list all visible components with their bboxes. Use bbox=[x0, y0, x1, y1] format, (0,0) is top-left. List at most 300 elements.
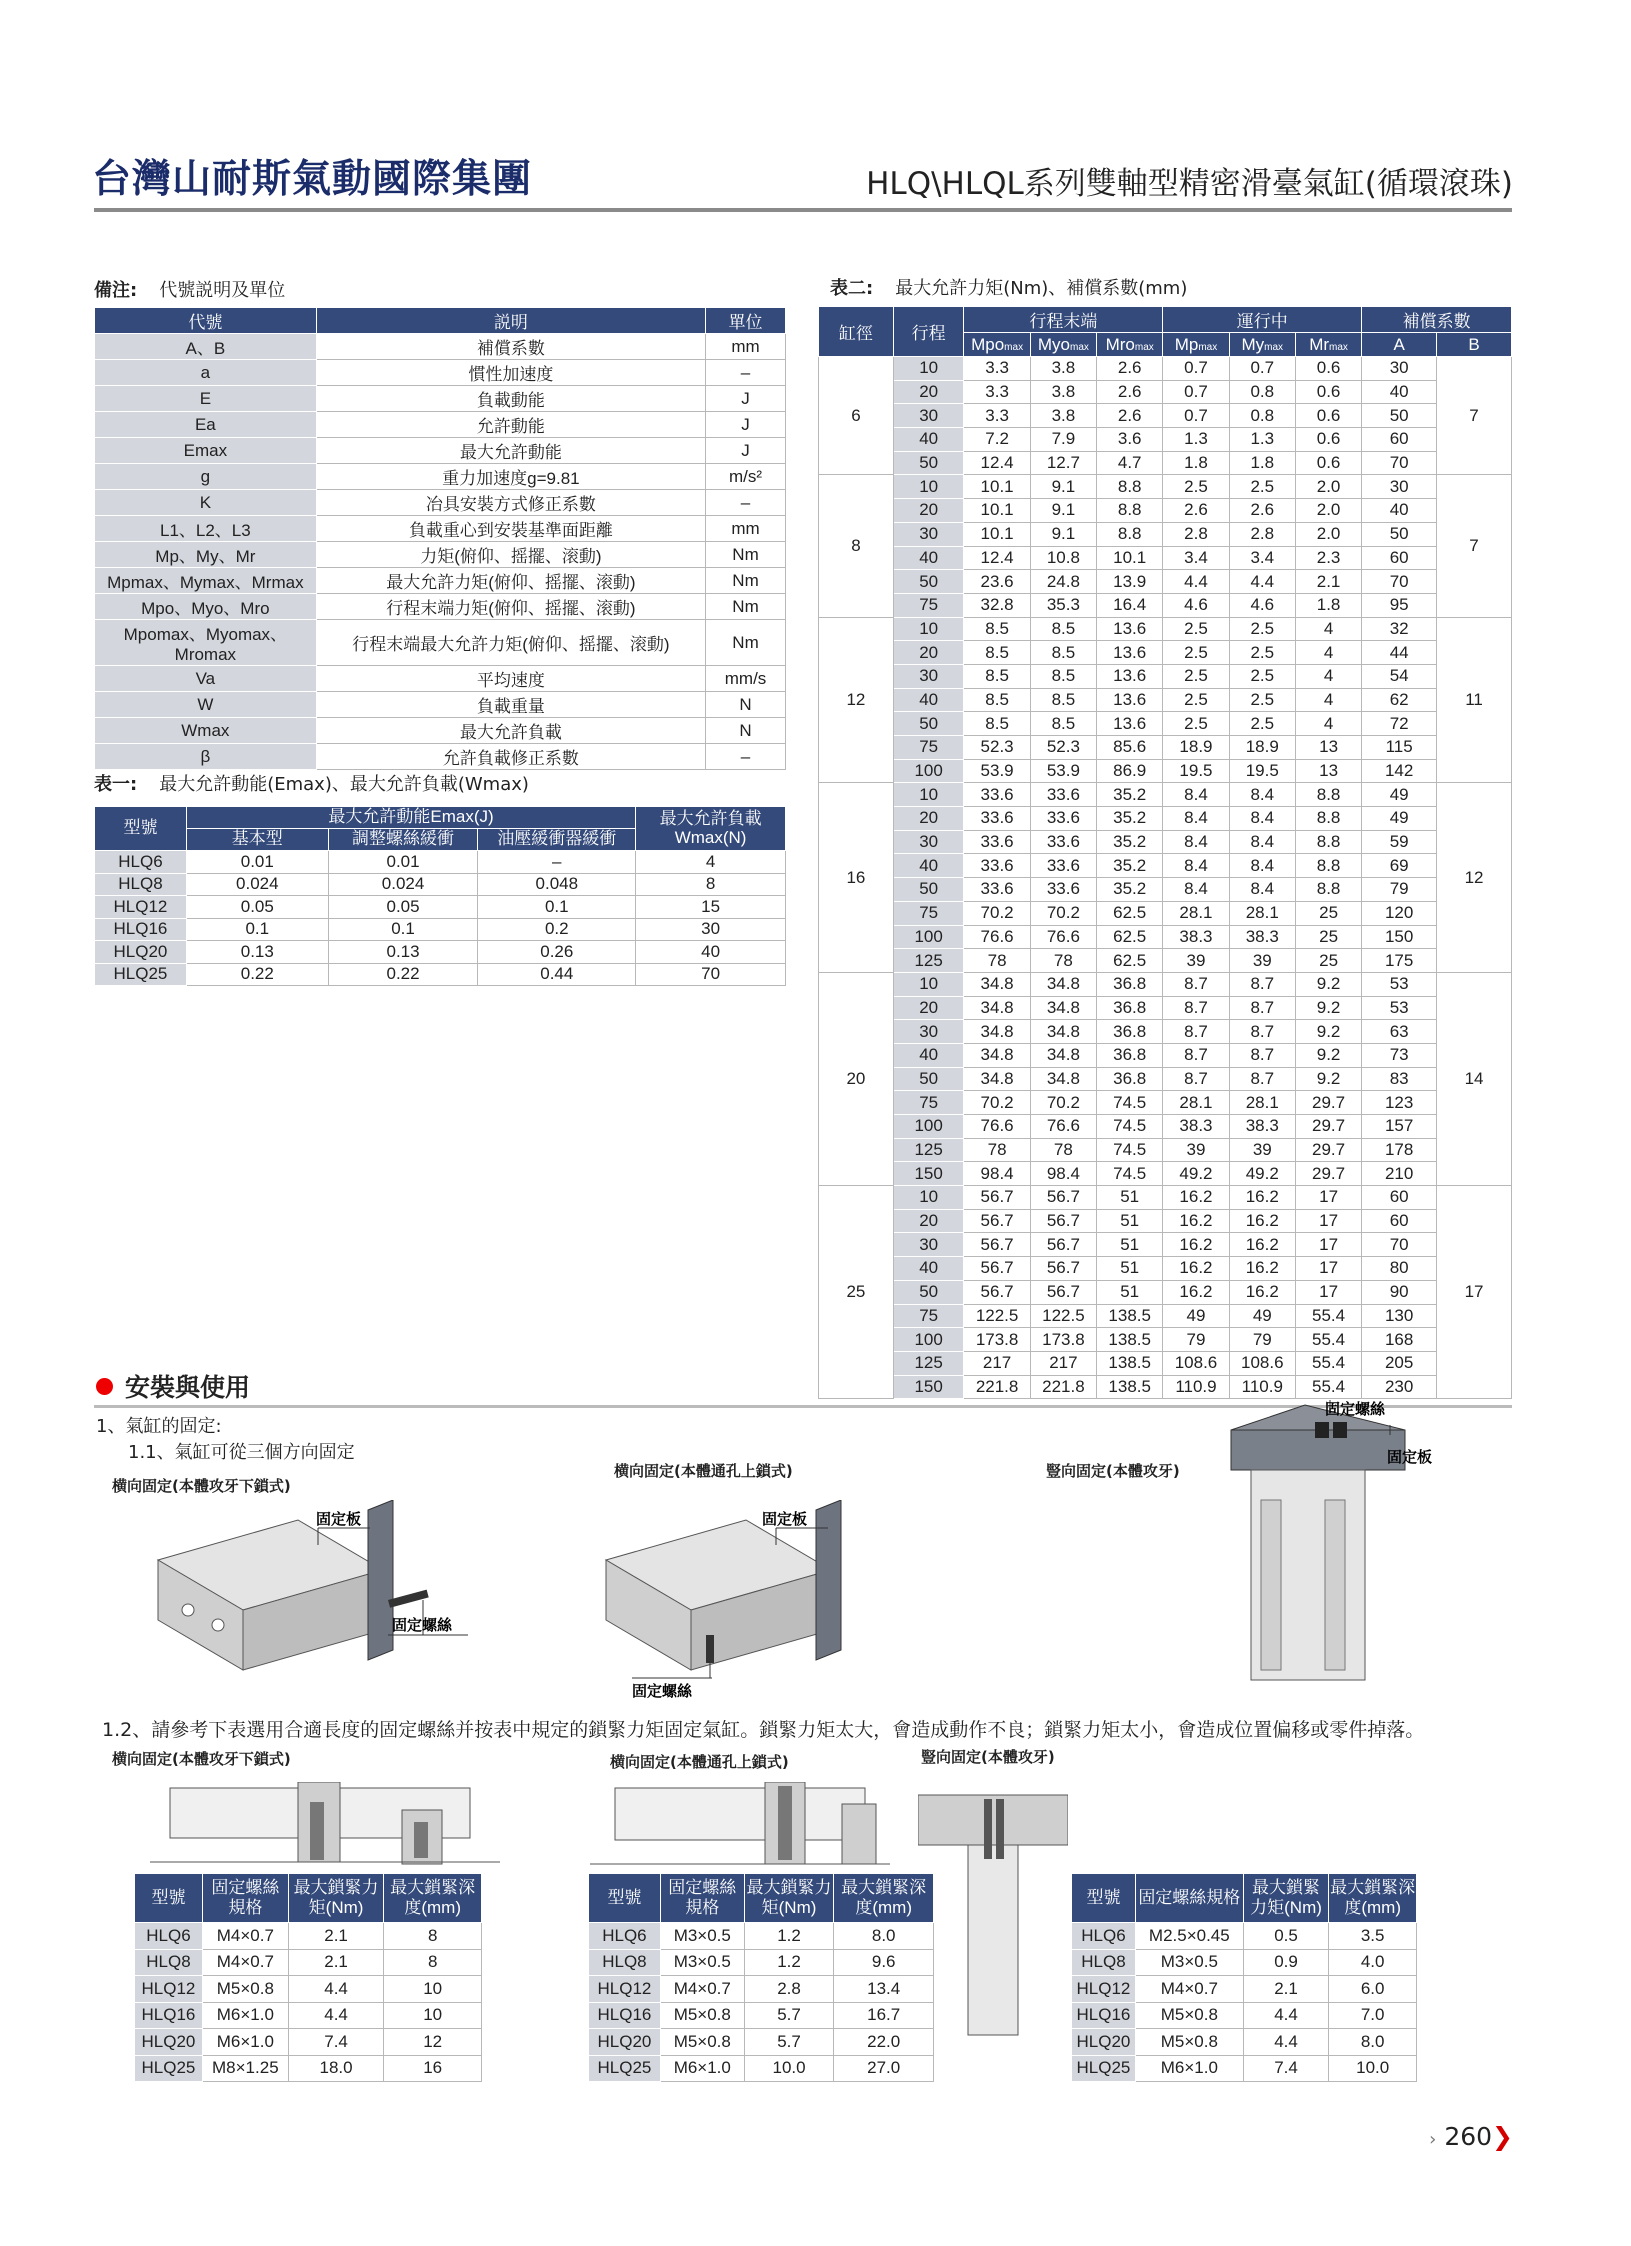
header-rule bbox=[94, 208, 1512, 212]
t2-row bbox=[819, 830, 1512, 854]
legend-unit: – bbox=[706, 490, 786, 516]
t2-stroke: 50 bbox=[893, 712, 964, 736]
tq-model: HLQ6 bbox=[135, 1923, 203, 1950]
tq-value: M4×0.7 bbox=[202, 1949, 288, 1976]
legend-col-desc: 説明 bbox=[316, 308, 705, 334]
t2-value: 34.8 bbox=[1030, 1043, 1096, 1067]
t2-stroke: 50 bbox=[893, 878, 964, 902]
t2-bore: 16 bbox=[819, 783, 894, 973]
t2-value: 2.5 bbox=[1163, 617, 1229, 641]
t2-row bbox=[819, 451, 1512, 475]
t2-value: 17 bbox=[1295, 1186, 1361, 1210]
tq-value: M5×0.8 bbox=[660, 2002, 744, 2029]
t2-h-myo bbox=[1030, 333, 1096, 357]
t2-value: 2.5 bbox=[1229, 712, 1295, 736]
mount-c-plate-label: 固定板 bbox=[1387, 1448, 1433, 1466]
step-1-2: 1.2、請參考下表選用合適長度的固定螺絲并按表中規定的鎖緊力矩固定氣缸。鎖緊力矩太大，會造成動作不良；鎖緊力矩太小，會造成位置偏移或零件掉落。 bbox=[102, 1719, 1425, 1741]
t2-value: 51 bbox=[1097, 1209, 1163, 1233]
t2-stroke: 30 bbox=[893, 522, 964, 546]
legend-col-code: 代號 bbox=[95, 308, 317, 334]
t2-value: 230 bbox=[1362, 1375, 1437, 1399]
t2-row bbox=[819, 1162, 1512, 1186]
tq-a-h-screw: 固定螺絲規格 bbox=[202, 1874, 288, 1923]
t2-value: 8.5 bbox=[964, 688, 1030, 712]
tq-a-h-torque: 最大鎖緊力矩(Nm) bbox=[288, 1874, 384, 1923]
t2-value: 16.2 bbox=[1229, 1280, 1295, 1304]
t2-value: 217 bbox=[1030, 1351, 1096, 1375]
t2-stroke: 30 bbox=[893, 404, 964, 428]
t2-h-sub: max bbox=[1198, 341, 1218, 353]
tq-value: 4.4 bbox=[1243, 2002, 1329, 2029]
tq-model: HLQ20 bbox=[589, 2029, 661, 2056]
t2-value: 8.8 bbox=[1295, 830, 1361, 854]
t2-value: 59 bbox=[1362, 830, 1437, 854]
tq-value: 10 bbox=[384, 1976, 482, 2003]
t2-value: 13.6 bbox=[1097, 641, 1163, 665]
t2-value: 205 bbox=[1362, 1351, 1437, 1375]
t2-value: 40 bbox=[1362, 499, 1437, 523]
t2-row bbox=[819, 1186, 1512, 1210]
t2-value: 62.5 bbox=[1097, 901, 1163, 925]
t2-value: 115 bbox=[1362, 736, 1437, 760]
t2-value: 25 bbox=[1295, 949, 1361, 973]
t2-value: 8.8 bbox=[1295, 807, 1361, 831]
series-title: HLQ\HLQL系列雙軸型精密滑臺氣缸(循環滾珠) bbox=[866, 166, 1513, 202]
t2-value: 33.6 bbox=[1030, 830, 1096, 854]
t2-row bbox=[819, 593, 1512, 617]
t2-value: 16.2 bbox=[1163, 1233, 1229, 1257]
t2-row bbox=[819, 1280, 1512, 1304]
legend-desc: 行程末端力矩(俯仰、摇擺、滚動) bbox=[316, 594, 705, 620]
t2-value: 108.6 bbox=[1229, 1351, 1295, 1375]
t2-value: 0.6 bbox=[1295, 428, 1361, 452]
step-1-1: 1.1、氣缸可從三個方向固定 bbox=[128, 1442, 355, 1463]
t2-row bbox=[819, 1091, 1512, 1115]
t2-value: 16.4 bbox=[1097, 593, 1163, 617]
t2-value: 12.7 bbox=[1030, 451, 1096, 475]
t2-value: 34.8 bbox=[964, 996, 1030, 1020]
t2-value: 33.6 bbox=[964, 830, 1030, 854]
t2-value: 51 bbox=[1097, 1186, 1163, 1210]
legend-code: Mp、My、Mr bbox=[95, 542, 317, 568]
t2-value: 0.7 bbox=[1163, 357, 1229, 381]
t1-row bbox=[95, 918, 786, 941]
legend-row bbox=[95, 464, 786, 490]
t2-value: 3.3 bbox=[964, 404, 1030, 428]
t2-value: 51 bbox=[1097, 1233, 1163, 1257]
legend-code: Mpmax、Mymax、Mrmax bbox=[95, 568, 317, 594]
section-drawing-a bbox=[150, 1782, 500, 1867]
t2-stroke: 40 bbox=[893, 854, 964, 878]
t2-value: 8.7 bbox=[1229, 1020, 1295, 1044]
t1-model: HLQ16 bbox=[95, 918, 187, 941]
t2-stroke: 30 bbox=[893, 1233, 964, 1257]
t1-h-model: 型號 bbox=[95, 807, 187, 851]
t2-value: 50 bbox=[1362, 522, 1437, 546]
tq-a-h-model: 型號 bbox=[135, 1874, 203, 1923]
t2-row bbox=[819, 759, 1512, 783]
t1-value: 0.22 bbox=[186, 963, 328, 986]
t2-value: 70.2 bbox=[1030, 1091, 1096, 1115]
t2-value: 10.8 bbox=[1030, 546, 1096, 570]
tq-value: M8×1.25 bbox=[202, 2055, 288, 2082]
t2-value: 8.5 bbox=[964, 712, 1030, 736]
t2-value: 9.2 bbox=[1295, 1043, 1361, 1067]
t2-value: 8.5 bbox=[964, 664, 1030, 688]
t2-value: 8.8 bbox=[1097, 499, 1163, 523]
tq-value: M2.5×0.45 bbox=[1135, 1923, 1243, 1950]
t2-stroke: 20 bbox=[893, 1209, 964, 1233]
t2-value: 60 bbox=[1362, 428, 1437, 452]
t2-stroke: 50 bbox=[893, 570, 964, 594]
t2-value: 52.3 bbox=[964, 736, 1030, 760]
t2-stroke: 20 bbox=[893, 499, 964, 523]
t1-value: 0.2 bbox=[478, 918, 636, 941]
t2-value: 3.8 bbox=[1030, 404, 1096, 428]
legend-unit: Nm bbox=[706, 594, 786, 620]
t1-h-emax: 最大允許動能Emax(J) bbox=[186, 807, 635, 829]
t2-value: 142 bbox=[1362, 759, 1437, 783]
t2-row bbox=[819, 1115, 1512, 1139]
t2-h-mro bbox=[1097, 333, 1163, 357]
legend-unit: mm bbox=[706, 516, 786, 542]
t1-value: 0.13 bbox=[186, 941, 328, 964]
t2-row bbox=[819, 807, 1512, 831]
t2-value: 0.6 bbox=[1295, 380, 1361, 404]
t2-row bbox=[819, 878, 1512, 902]
tq-value: 0.5 bbox=[1243, 1923, 1329, 1950]
tq-value: M4×0.7 bbox=[202, 1923, 288, 1950]
t2-value: 34.8 bbox=[1030, 1020, 1096, 1044]
t2-row bbox=[819, 1233, 1512, 1257]
t2-value: 2.5 bbox=[1229, 617, 1295, 641]
tq-value: 4.0 bbox=[1329, 1949, 1417, 1976]
t2-value: 8.8 bbox=[1097, 522, 1163, 546]
t2-value: 0.7 bbox=[1229, 357, 1295, 381]
t2-value: 53.9 bbox=[1030, 759, 1096, 783]
t2-value: 38.3 bbox=[1163, 925, 1229, 949]
t2-value: 79 bbox=[1362, 878, 1437, 902]
t2-value: 95 bbox=[1362, 593, 1437, 617]
t2-row bbox=[819, 783, 1512, 807]
t2-value: 2.5 bbox=[1163, 475, 1229, 499]
t2-stroke: 75 bbox=[893, 901, 964, 925]
t2-value: 72 bbox=[1362, 712, 1437, 736]
t2-row bbox=[819, 1304, 1512, 1328]
legend-code: Mpomax、Myomax、Mromax bbox=[95, 620, 317, 666]
t1-value: 0.05 bbox=[328, 896, 478, 919]
t2-value: 110.9 bbox=[1163, 1375, 1229, 1399]
tq-value: 5.7 bbox=[744, 2002, 834, 2029]
mount-a-label-2: 横向固定(本體攻牙下鎖式) bbox=[112, 1750, 291, 1768]
t2-value: 55.4 bbox=[1295, 1351, 1361, 1375]
t2-value: 8.8 bbox=[1295, 878, 1361, 902]
tq-model: HLQ12 bbox=[135, 1976, 203, 2003]
tq-value: M6×1.0 bbox=[1135, 2055, 1243, 2082]
t2-value: 2.6 bbox=[1097, 357, 1163, 381]
t2-value: 8.4 bbox=[1163, 783, 1229, 807]
tq-b-h-torque: 最大鎖緊力矩(Nm) bbox=[744, 1874, 834, 1923]
t2-value: 56.7 bbox=[964, 1186, 1030, 1210]
t2-row bbox=[819, 1328, 1512, 1352]
t1-value: 0.024 bbox=[328, 873, 478, 896]
t1-value: 0.048 bbox=[478, 873, 636, 896]
legend-code: a bbox=[95, 360, 317, 386]
mount-a-plate-label: 固定板 bbox=[316, 1510, 362, 1528]
t2-value: 7.9 bbox=[1030, 428, 1096, 452]
t2-bore: 20 bbox=[819, 972, 894, 1185]
t2-value: 9.1 bbox=[1030, 475, 1096, 499]
t2-value: 70 bbox=[1362, 570, 1437, 594]
legend-unit: J bbox=[706, 386, 786, 412]
t2-value: 34.8 bbox=[1030, 972, 1096, 996]
t2-value: 8.7 bbox=[1163, 1020, 1229, 1044]
t2-value: 53 bbox=[1362, 996, 1437, 1020]
t2-value: 32.8 bbox=[964, 593, 1030, 617]
legend-code: Va bbox=[95, 666, 317, 692]
legend-desc: 允許動能 bbox=[316, 412, 705, 438]
brand-title: 台灣山耐斯氣動國際集團 bbox=[92, 157, 533, 202]
t2-value: 33.6 bbox=[964, 854, 1030, 878]
tq-value: 3.5 bbox=[1329, 1923, 1417, 1950]
t2-value: 1.8 bbox=[1163, 451, 1229, 475]
t2-value: 56.7 bbox=[1030, 1186, 1096, 1210]
t2-h-sub: max bbox=[1134, 341, 1154, 353]
t2-value: 2.6 bbox=[1229, 499, 1295, 523]
t2-value: 4 bbox=[1295, 712, 1361, 736]
t2-value: 39 bbox=[1229, 1138, 1295, 1162]
tq-model: HLQ16 bbox=[135, 2002, 203, 2029]
t2-row bbox=[819, 1138, 1512, 1162]
t2-row bbox=[819, 380, 1512, 404]
t2-row bbox=[819, 546, 1512, 570]
tq-model: HLQ6 bbox=[589, 1923, 661, 1950]
legend-row bbox=[95, 692, 786, 718]
t2-value: 4.4 bbox=[1163, 570, 1229, 594]
t2-stroke: 10 bbox=[893, 783, 964, 807]
tq-value: 1.2 bbox=[744, 1949, 834, 1976]
legend-row bbox=[95, 594, 786, 620]
t2-value: 76.6 bbox=[1030, 925, 1096, 949]
t2-value: 2.5 bbox=[1229, 641, 1295, 665]
mount-b-label: 横向固定(本體通孔上鎖式) bbox=[614, 1462, 793, 1480]
tq-model: HLQ16 bbox=[1072, 2002, 1136, 2029]
t2-stroke: 75 bbox=[893, 593, 964, 617]
t2-value: 0.8 bbox=[1229, 404, 1295, 428]
t2-value: 16.2 bbox=[1163, 1209, 1229, 1233]
tq-c-h-screw: 固定螺絲規格 bbox=[1135, 1874, 1243, 1923]
t2-value: 39 bbox=[1163, 1138, 1229, 1162]
tq-model: HLQ25 bbox=[135, 2055, 203, 2082]
legend-unit: mm bbox=[706, 334, 786, 360]
t2-value: 178 bbox=[1362, 1138, 1437, 1162]
legend-row bbox=[95, 666, 786, 692]
tq-model: HLQ12 bbox=[1072, 1976, 1136, 2003]
t2-h-coef: 補償系數 bbox=[1362, 307, 1512, 333]
legend-code: L1、L2、L3 bbox=[95, 516, 317, 542]
tq-value: M5×0.8 bbox=[202, 1976, 288, 2003]
t2-value: 175 bbox=[1362, 949, 1437, 973]
t2-value: 33.6 bbox=[1030, 807, 1096, 831]
t2-value: 62 bbox=[1362, 688, 1437, 712]
t2-value: 76.6 bbox=[1030, 1115, 1096, 1139]
t2-value: 8.4 bbox=[1163, 854, 1229, 878]
bullet-dot bbox=[96, 1378, 113, 1395]
t2-value: 1.8 bbox=[1229, 451, 1295, 475]
t2-value: 3.3 bbox=[964, 357, 1030, 381]
t2-value: 24.8 bbox=[1030, 570, 1096, 594]
t2-value: 38.3 bbox=[1163, 1115, 1229, 1139]
t2-stroke: 20 bbox=[893, 996, 964, 1020]
legend-row bbox=[95, 438, 786, 464]
t1-value: – bbox=[478, 851, 636, 874]
t2-stroke: 50 bbox=[893, 1280, 964, 1304]
t2-value: 8.5 bbox=[1030, 664, 1096, 688]
t2-row bbox=[819, 641, 1512, 665]
t2-value: 33.6 bbox=[964, 783, 1030, 807]
t2-value: 8.4 bbox=[1229, 830, 1295, 854]
legend-row bbox=[95, 412, 786, 438]
t2-value: 138.5 bbox=[1097, 1351, 1163, 1375]
t2-value: 16.2 bbox=[1163, 1257, 1229, 1281]
legend-row bbox=[95, 490, 786, 516]
tq-row bbox=[589, 1923, 934, 1950]
mount-c-label-2: 豎向固定(本體攻牙) bbox=[921, 1748, 1055, 1766]
mount-b-label-2: 横向固定(本體通孔上鎖式) bbox=[610, 1753, 789, 1771]
t2-value: 16.2 bbox=[1229, 1209, 1295, 1233]
t2-bore: 6 bbox=[819, 357, 894, 475]
tq-value: 8.0 bbox=[1329, 2029, 1417, 2056]
tq-c-h-model: 型號 bbox=[1072, 1874, 1136, 1923]
t2-value: 49 bbox=[1362, 783, 1437, 807]
t2-value: 19.5 bbox=[1229, 759, 1295, 783]
legend-desc: 力矩(俯仰、摇擺、滚動) bbox=[316, 542, 705, 568]
tq-row bbox=[135, 2055, 482, 2082]
t2-bore: 8 bbox=[819, 475, 894, 617]
t2-value: 55.4 bbox=[1295, 1328, 1361, 1352]
t1-model: HLQ25 bbox=[95, 963, 187, 986]
tq-model: HLQ20 bbox=[135, 2029, 203, 2056]
tq-value: M3×0.5 bbox=[660, 1949, 744, 1976]
t2-value: 49 bbox=[1163, 1304, 1229, 1328]
legend-desc: 負載動能 bbox=[316, 386, 705, 412]
tq-value: M3×0.5 bbox=[1135, 1949, 1243, 1976]
t2-value: 1.8 bbox=[1295, 593, 1361, 617]
tq-row bbox=[1072, 1976, 1417, 2003]
t2-value: 10.1 bbox=[964, 475, 1030, 499]
t2-value: 12.4 bbox=[964, 546, 1030, 570]
t1-value: 40 bbox=[636, 941, 786, 964]
tq-value: 0.9 bbox=[1243, 1949, 1329, 1976]
t2-value: 0.6 bbox=[1295, 357, 1361, 381]
t2-value: 2.0 bbox=[1295, 499, 1361, 523]
t2-stroke: 100 bbox=[893, 1115, 964, 1139]
t2-value: 12.4 bbox=[964, 451, 1030, 475]
t2-value: 29.7 bbox=[1295, 1115, 1361, 1139]
t2-value: 2.5 bbox=[1163, 641, 1229, 665]
t2-value: 53 bbox=[1362, 972, 1437, 996]
t2-value: 2.1 bbox=[1295, 570, 1361, 594]
t2-value: 56.7 bbox=[964, 1209, 1030, 1233]
t2-row bbox=[819, 522, 1512, 546]
mount-b-screw-label: 固定螺絲 bbox=[632, 1682, 693, 1700]
t2-value: 33.6 bbox=[1030, 783, 1096, 807]
legend-unit: Nm bbox=[706, 568, 786, 594]
t2-value: 36.8 bbox=[1097, 1043, 1163, 1067]
t2-value: 18.9 bbox=[1163, 736, 1229, 760]
t2-value: 34.8 bbox=[964, 972, 1030, 996]
t2-value: 34.8 bbox=[964, 1043, 1030, 1067]
t2-value: 25 bbox=[1295, 925, 1361, 949]
t2-row bbox=[819, 428, 1512, 452]
t2-coef-b: 17 bbox=[1437, 1186, 1512, 1399]
t2-value: 8.7 bbox=[1229, 1067, 1295, 1091]
t2-value: 35.2 bbox=[1097, 830, 1163, 854]
t2-value: 32 bbox=[1362, 617, 1437, 641]
tq-value: 1.2 bbox=[744, 1923, 834, 1950]
legend-unit: N bbox=[706, 718, 786, 744]
legend-unit: N bbox=[706, 692, 786, 718]
t2-stroke: 150 bbox=[893, 1375, 964, 1399]
tq-value: 4.4 bbox=[1243, 2029, 1329, 2056]
t2-value: 50 bbox=[1362, 404, 1437, 428]
t2-value: 130 bbox=[1362, 1304, 1437, 1328]
t2-h-sub: max bbox=[1004, 341, 1024, 353]
legend-table bbox=[94, 307, 786, 770]
t2-coef-b: 7 bbox=[1437, 475, 1512, 617]
t2-value: 62.5 bbox=[1097, 949, 1163, 973]
t2-value: 13.6 bbox=[1097, 617, 1163, 641]
t2-value: 70 bbox=[1362, 1233, 1437, 1257]
t2-value: 3.3 bbox=[964, 380, 1030, 404]
t2-stroke: 10 bbox=[893, 1186, 964, 1210]
t2-value: 52.3 bbox=[1030, 736, 1096, 760]
t2-value: 56.7 bbox=[1030, 1280, 1096, 1304]
tq-value: 8 bbox=[384, 1949, 482, 1976]
t1-row bbox=[95, 873, 786, 896]
legend-desc: 負載重量 bbox=[316, 692, 705, 718]
t1-value: 70 bbox=[636, 963, 786, 986]
t2-value: 108.6 bbox=[1163, 1351, 1229, 1375]
tq-row bbox=[589, 2002, 934, 2029]
tq-model: HLQ8 bbox=[1072, 1949, 1136, 1976]
legend-desc: 最大允許負載 bbox=[316, 718, 705, 744]
t2-value: 40 bbox=[1362, 380, 1437, 404]
t1-value: 4 bbox=[636, 851, 786, 874]
t2-value: 3.4 bbox=[1229, 546, 1295, 570]
t2-value: 78 bbox=[1030, 949, 1096, 973]
t1-h-wmax: 最大允許負載Wmax(N) bbox=[636, 807, 786, 851]
t1-row bbox=[95, 896, 786, 919]
t2-value: 86.9 bbox=[1097, 759, 1163, 783]
t2-value: 110.9 bbox=[1229, 1375, 1295, 1399]
tq-value: M4×0.7 bbox=[660, 1976, 744, 2003]
t1-h-screw: 調整螺絲緩衝 bbox=[328, 829, 478, 851]
t2-stroke: 50 bbox=[893, 451, 964, 475]
t2-value: 28.1 bbox=[1163, 1091, 1229, 1115]
t1-value: 8 bbox=[636, 873, 786, 896]
t2-value: 8.7 bbox=[1163, 1067, 1229, 1091]
tq-value: 9.6 bbox=[834, 1949, 934, 1976]
t1-row bbox=[95, 941, 786, 964]
t2-value: 74.5 bbox=[1097, 1115, 1163, 1139]
t2-value: 33.6 bbox=[1030, 854, 1096, 878]
t2-value: 217 bbox=[964, 1351, 1030, 1375]
t2-row bbox=[819, 712, 1512, 736]
torque-table-a bbox=[134, 1873, 482, 2082]
t2-value: 51 bbox=[1097, 1280, 1163, 1304]
t2-value: 8.4 bbox=[1163, 830, 1229, 854]
